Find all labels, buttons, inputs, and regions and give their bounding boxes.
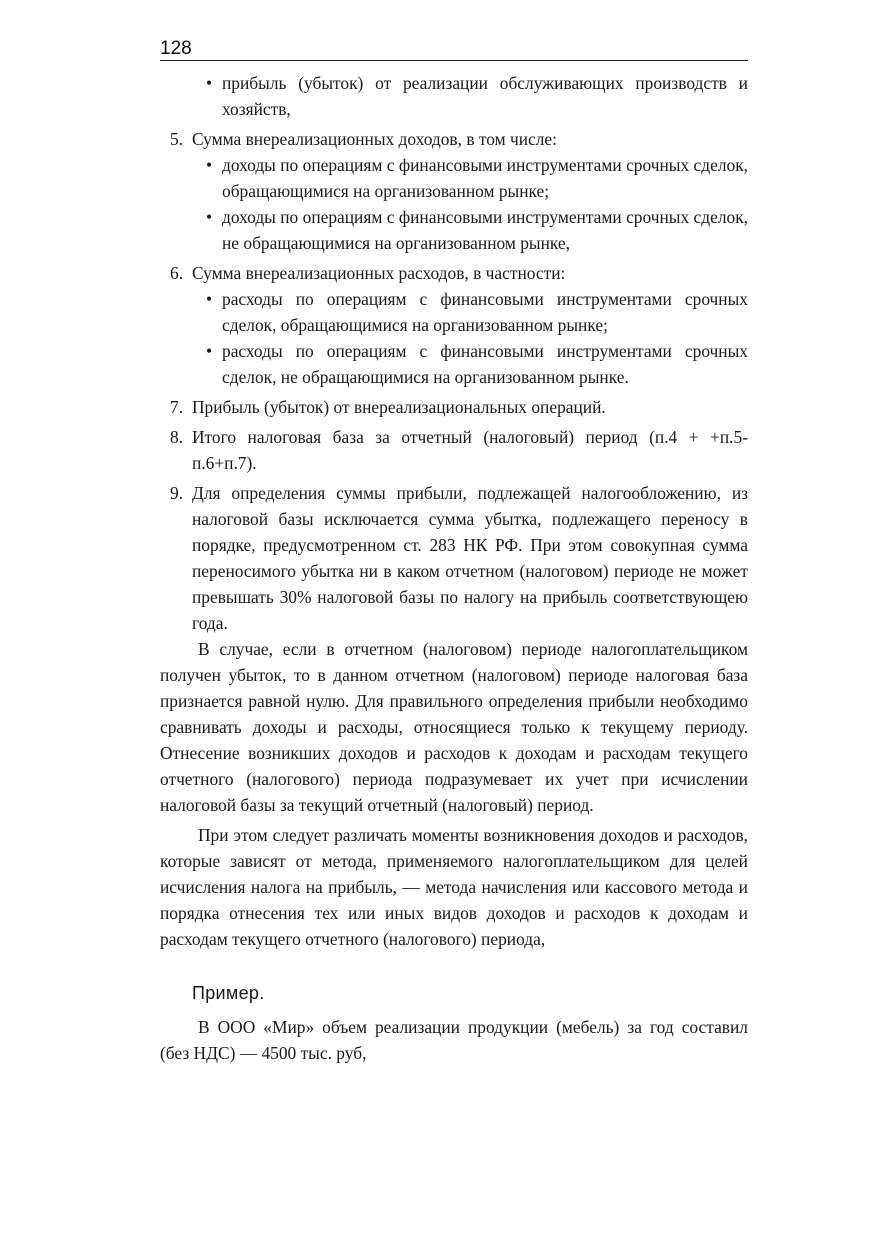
item-number: 8. bbox=[170, 427, 184, 447]
bullet-text: прибыль (убыток) от реализации обслуживающих производств и хозяйств, bbox=[222, 73, 748, 119]
page-number: 128 bbox=[160, 38, 192, 59]
body-paragraph: В случае, если в отчетном (налоговом) периоде налогоплательщиком получен убыток, то в данном отчетном (налоговом) периоде налоговая база признается равной нулю. Для правильного определения прибыли необходимо сравнивать доходы и расходы, относящиеся только к текущему периоду. Отнесение возникших доходов и расходов к доходам и расходам текущего отчетного (налогового) периода подразумевает их учет при исчислении налоговой базы за текущий отчетный (налоговый) период. bbox=[160, 639, 748, 815]
example-text: В ООО «Мир» объем реализации продукции (мебель) за год составил (без НДС) — 4500 тыс. руб, bbox=[160, 1017, 748, 1063]
list-item-bullet bbox=[160, 286, 748, 338]
bullet-icon: • bbox=[206, 155, 213, 175]
numbered-item-9 bbox=[160, 480, 748, 636]
item-number: 7. bbox=[170, 397, 184, 417]
item-text: Сумма внереализационных расходов, в частности: bbox=[192, 263, 566, 283]
bullet-text: расходы по операциям с финансовыми инструментами срочных сделок, не обращающимися на организованном рынке. bbox=[222, 341, 748, 387]
bullet-icon: • bbox=[206, 341, 213, 361]
item-text: Прибыль (убыток) от внереализациональных операций. bbox=[192, 397, 606, 417]
example-heading: Пример. bbox=[192, 983, 265, 1003]
numbered-item-7 bbox=[160, 394, 748, 420]
numbered-item-8 bbox=[160, 424, 748, 476]
page-body bbox=[160, 70, 748, 1066]
body-paragraph: При этом следует различать моменты возникновения доходов и расходов, которые зависят от метода, применяемого налогоплательщиком для целей исчисления налога на прибыль, — метода начисления или кассового метода и порядка отнесения тех или иных видов доходов и расходов к доходам и расходам текущего отчетного (налогового) периода, bbox=[160, 825, 748, 949]
bullet-icon: • bbox=[206, 73, 213, 93]
page-header bbox=[160, 38, 748, 61]
bullet-text: доходы по операциям с финансовыми инструментами срочных сделок, обращающимися на организованном рынке; bbox=[222, 155, 748, 201]
bullet-icon: • bbox=[206, 289, 213, 309]
list-item-bullet bbox=[160, 338, 748, 390]
bullet-text: доходы по операциям с финансовыми инструментами срочных сделок, не обращающимися на организованном рынке, bbox=[222, 207, 748, 253]
numbered-item-6 bbox=[160, 260, 748, 286]
bullet-text: расходы по операциям с финансовыми инструментами срочных сделок, обращающимися на организованном рынке; bbox=[222, 289, 748, 335]
item-text: Итого налоговая база за отчетный (налоговый) период (п.4 + +п.5-п.6+п.7). bbox=[192, 427, 748, 473]
list-item-bullet bbox=[160, 152, 748, 204]
item-number: 6. bbox=[170, 263, 184, 283]
item-number: 9. bbox=[170, 483, 184, 503]
list-item-bullet bbox=[160, 204, 748, 256]
numbered-item-5 bbox=[160, 126, 748, 152]
list-item-bullet bbox=[160, 70, 748, 122]
bullet-icon: • bbox=[206, 207, 213, 227]
item-text: Для определения суммы прибыли, подлежащей налогообложению, из налоговой базы исключается сумма убытка, подлежащего переносу в порядке, предусмотренном ст. 283 НК РФ. При этом совокупная сумма переносимого убытка ни в каком отчетном (налоговом) периоде не может превышать 30% налоговой базы по налогу на прибыль соответствующею года. bbox=[192, 483, 748, 633]
item-text: Сумма внереализационных доходов, в том числе: bbox=[192, 129, 557, 149]
item-number: 5. bbox=[170, 129, 184, 149]
